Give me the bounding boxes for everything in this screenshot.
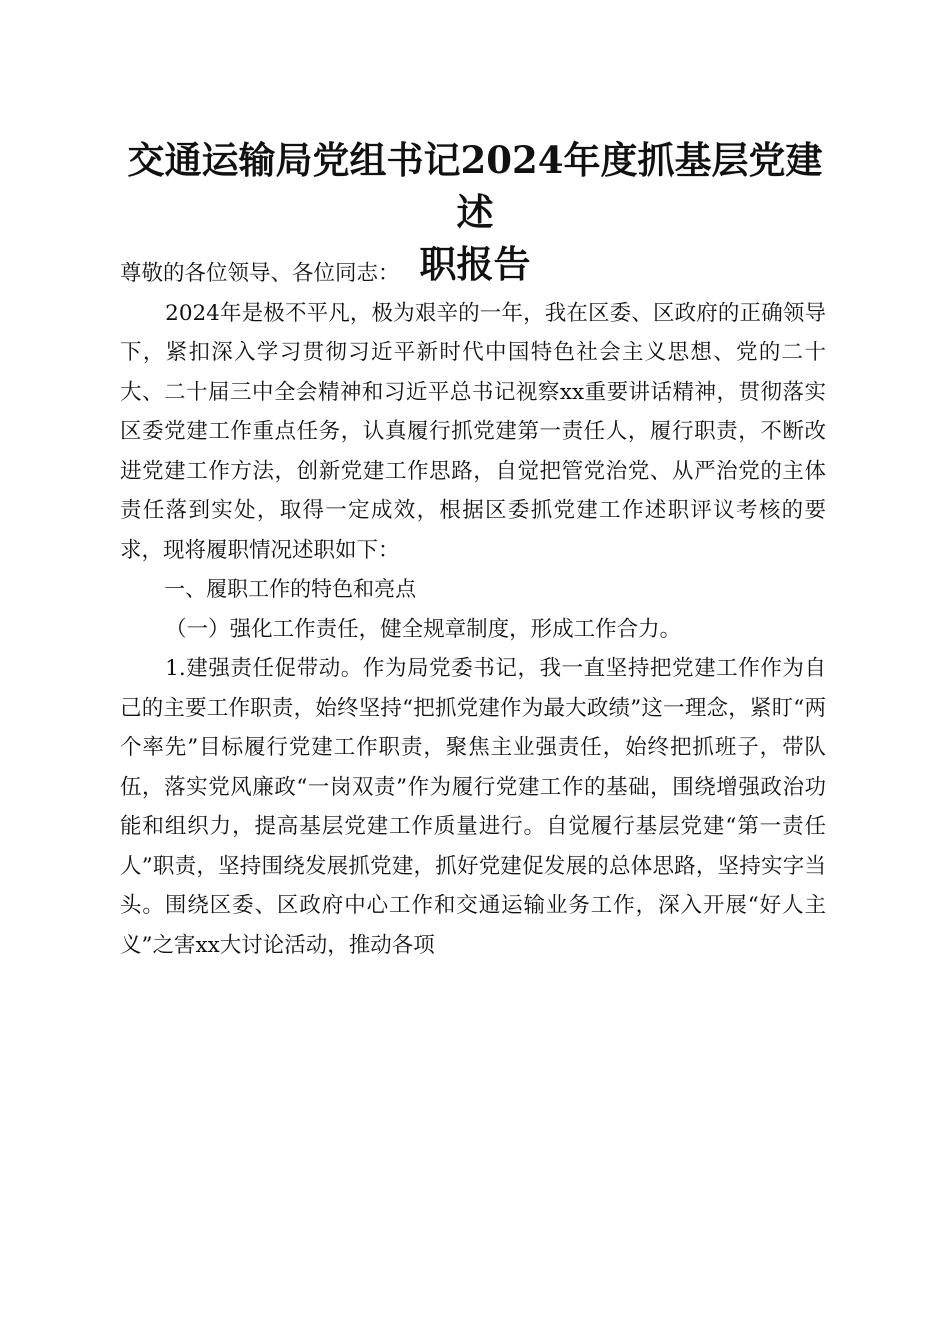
title-line-2: 职报告 (419, 242, 531, 286)
section-heading: 一、履职工作的特色和亮点 (164, 577, 417, 601)
salutation: 尊敬的各位领导、各位同志： (120, 261, 400, 286)
title-line-1: 交通运输局党组书记2024年度抓基层党建述 (127, 138, 823, 234)
intro-paragraph: 2024年是极不平凡，极为艰辛的一年，我在区委、区政府的正确领导下，紧扣深入学习贯彻习近平新时代中国特色社会主义思想、党的二十大、二十届三中全会精神和习近平总书记视察xx重要讲话精神，贯彻落实区委党建工作重点任务，认真履行抓党建第一责任人，履行职责，不断改进党建工作方法，创新党建工作思路，自觉把管党治党、从严治党的主体责任落到实处，取得一定成效，根据区委抓党建工作述职评议考核的要求，现将履职情况述职如下： (120, 300, 826, 563)
document-body (120, 254, 826, 965)
subsection-heading: （一）强化工作责任，健全规章制度，形成工作合力。 (165, 616, 682, 642)
body-paragraph: 1.建强责任促带动。作为局党委书记，我一直坚持把党建工作作为自己的主要工作职责，始终坚持“把抓党建作为最大政绩”这一理念，紧盯“两个率先”目标履行党建工作职责，聚焦主业强责任，始终把抓班子，带队伍，落实党风廉政“一岗双责”作为履行党建工作的基础，围绕增强政治功能和组织力，提高基层党建工作质量进行。自觉履行基层党建“第一责任人”职责，坚持围绕发展抓党建，抓好党建促发展的总体思路，坚持实字当头。围绕区委、区政府中心工作和交通运输业务工作，深入开展“好人主义”之害xx大讨论活动，推动各项 (120, 656, 826, 958)
